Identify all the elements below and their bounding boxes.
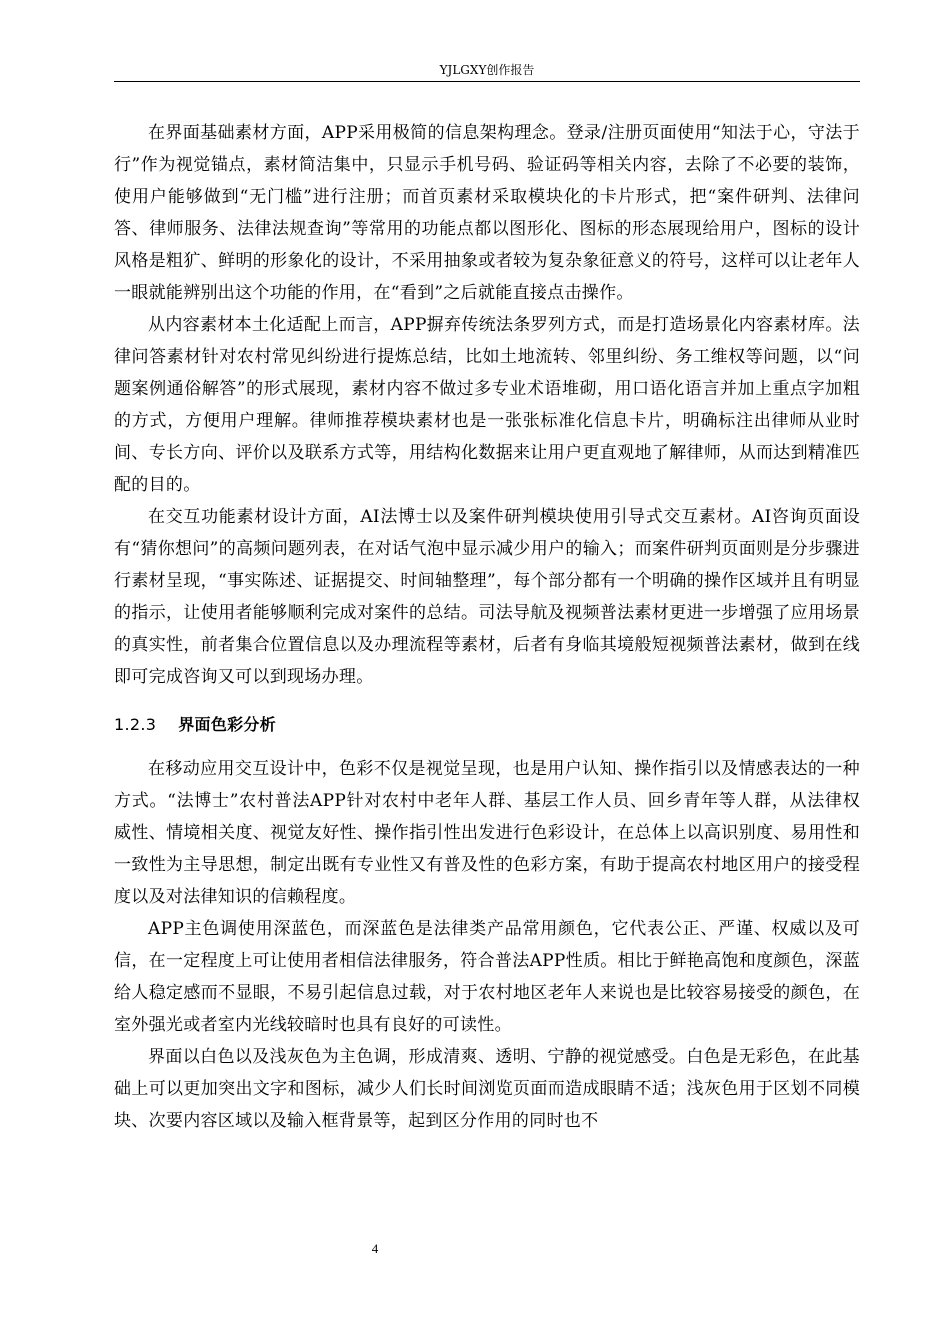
page-header: YJLGXY创作报告 [439,63,535,77]
header-divider [114,81,860,82]
paragraph: 在移动应用交互设计中，色彩不仅是视觉呈现，也是用户认知、操作指引以及情感表达的一种方式。“法博士”农村普法APP针对农村中老年人群、基层工作人员、回乡青年等人群，从法律权威性、情境相关度、视觉友好性、操作指引性出发进行色彩设计，在总体上以高识别度、易用性和一致性为主导思想，制定出既有专业性又有普及性的色彩方案，有助于提高农村地区用户的接受程度以及对法律知识的信赖程度。 [114,759,860,907]
page-number: 4 [371,1241,379,1256]
section-title: 界面色彩分析 [178,715,277,734]
paragraph: 在交互功能素材设计方面，AI法博士以及案件研判模块使用引导式交互素材。AI咨询页面设有“猜你想问”的高频问题列表，在对话气泡中显示减少用户的输入；而案件研判页面则是分步骤进行素材呈现，“事实陈述、证据提交、时间轴整理”，每个部分都有一个明确的操作区域并且有明显的指示，让使用者能够顺利完成对案件的总结。司法导航及视频普法素材更进一步增强了应用场景的真实性，前者集合位置信息以及办理流程等素材，后者有身临其境般短视频普法素材，做到在线即可完成咨询又可以到现场办理。 [114,507,860,687]
paragraph: APP主色调使用深蓝色，而深蓝色是法律类产品常用颜色，它代表公正、严谨、权威以及可信，在一定程度上可让使用者相信法律服务，符合普法APP性质。相比于鲜艳高饱和度颜色，深蓝给人稳定感而不显眼，不易引起信息过载，对于农村地区老年人来说也是比较容易接受的颜色，在室外强光或者室内光线较暗时也具有良好的可读性。 [114,919,860,1035]
section-number: 1.2.3 [114,715,157,734]
section-heading [114,711,860,739]
paragraph: 从内容素材本土化适配上而言，APP摒弃传统法条罗列方式，而是打造场景化内容素材库。法律问答素材针对农村常见纠纷进行提炼总结，比如土地流转、邻里纠纷、务工维权等问题，以“问题案例通俗解答”的形式展现，素材内容不做过多专业术语堆砌，用口语化语言并加上重点字加粗的方式，方便用户理解。律师推荐模块素材也是一张张标准化信息卡片，明确标注出律师从业时间、专长方向、评价以及联系方式等，用结构化数据来让用户更直观地了解律师，从而达到精准匹配的目的。 [114,315,860,495]
paragraph: 界面以白色以及浅灰色为主色调，形成清爽、透明、宁静的视觉感受。白色是无彩色，在此基础上可以更加突出文字和图标，减少人们长时间浏览页面而造成眼睛不适；浅灰色用于区划不同模块、次要内容区域以及输入框背景等，起到区分作用的同时也不 [114,1047,860,1131]
document-body [114,117,860,1137]
paragraph: 在界面基础素材方面，APP采用极简的信息架构理念。登录/注册页面使用“知法于心，守法于行”作为视觉锚点，素材简洁集中，只显示手机号码、验证码等相关内容，去除了不必要的装饰，使用户能够做到“无门槛”进行注册；而首页素材采取模块化的卡片形式，把“案件研判、法律问答、律师服务、法律法规查询”等常用的功能点都以图形化、图标的形态展现给用户，图标的设计风格是粗犷、鲜明的形象化的设计，不采用抽象或者较为复杂象征意义的符号，这样可以让老年人一眼就能辨别出这个功能的作用，在“看到”之后就能直接点击操作。 [114,123,860,303]
